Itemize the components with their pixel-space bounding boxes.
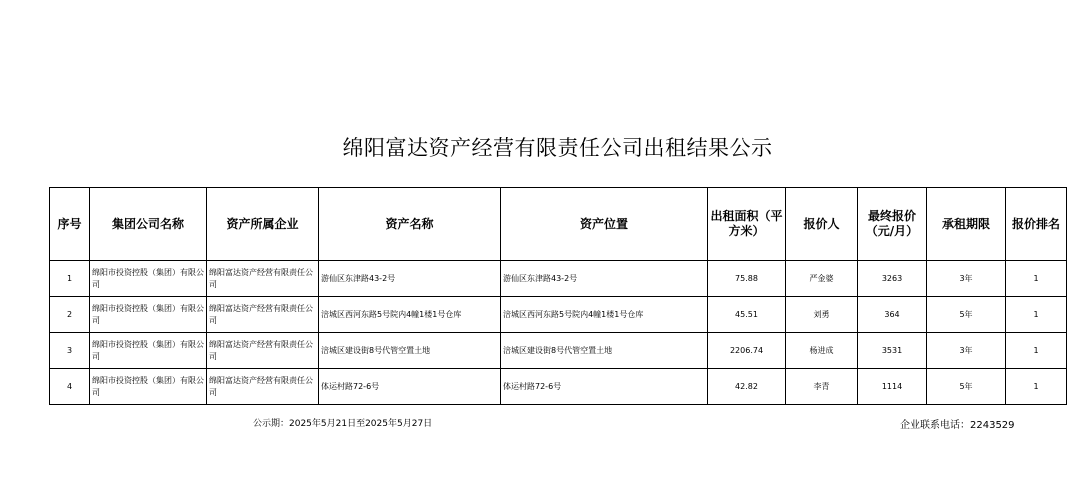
publicity-period: 公示期：2025年5月21日至2025年5月27日 [253,419,433,429]
cell-final-price: 3531 [858,333,927,369]
cell-group: 绵阳市投资控股（集团）有限公司 [90,369,207,405]
cell-asset-location: 涪城区西河东路5号院内4幢1楼1号仓库 [501,297,708,333]
cell-final-price: 364 [858,297,927,333]
table-row [50,261,1067,297]
header-rank: 报价排名 [1006,188,1067,261]
cell-rank: 1 [1006,369,1067,405]
cell-area: 75.88 [708,261,786,297]
cell-asset-location: 体运村路72-6号 [501,369,708,405]
cell-seq: 2 [50,297,90,333]
cell-enterprise: 绵阳富达资产经营有限责任公司 [207,297,319,333]
cell-asset-name: 涪城区建设街8号代管空置土地 [319,333,501,369]
cell-bidder: 严金婆 [786,261,858,297]
cell-term: 5年 [927,297,1006,333]
cell-asset-name: 游仙区东津路43-2号 [319,261,501,297]
cell-seq: 3 [50,333,90,369]
cell-area: 2206.74 [708,333,786,369]
header-asset-name: 资产名称 [319,188,501,261]
header-seq: 序号 [50,188,90,261]
cell-group: 绵阳市投资控股（集团）有限公司 [90,297,207,333]
results-table [49,187,1067,405]
cell-asset-name: 体运村路72-6号 [319,369,501,405]
cell-final-price: 1114 [858,369,927,405]
header-final-price: 最终报价（元/月） [858,188,927,261]
table-row [50,333,1067,369]
cell-final-price: 3263 [858,261,927,297]
cell-group: 绵阳市投资控股（集团）有限公司 [90,261,207,297]
header-term: 承租期限 [927,188,1006,261]
table-header-row [50,188,1067,261]
header-area: 出租面积（平方米） [708,188,786,261]
cell-bidder: 刘勇 [786,297,858,333]
page-title: 绵阳富达资产经营有限责任公司出租结果公示 [342,136,773,160]
cell-asset-name: 涪城区西河东路5号院内4幢1楼1号仓库 [319,297,501,333]
cell-rank: 1 [1006,261,1067,297]
cell-seq: 4 [50,369,90,405]
cell-group: 绵阳市投资控股（集团）有限公司 [90,333,207,369]
cell-term: 3年 [927,261,1006,297]
table-row [50,369,1067,405]
cell-enterprise: 绵阳富达资产经营有限责任公司 [207,261,319,297]
cell-enterprise: 绵阳富达资产经营有限责任公司 [207,369,319,405]
cell-area: 42.82 [708,369,786,405]
cell-asset-location: 涪城区建设街8号代管空置土地 [501,333,708,369]
cell-bidder: 李青 [786,369,858,405]
cell-rank: 1 [1006,333,1067,369]
header-bidder: 报价人 [786,188,858,261]
cell-term: 3年 [927,333,1006,369]
cell-seq: 1 [50,261,90,297]
cell-rank: 1 [1006,297,1067,333]
header-asset-location: 资产位置 [501,188,708,261]
cell-area: 45.51 [708,297,786,333]
cell-bidder: 杨进成 [786,333,858,369]
header-group: 集团公司名称 [90,188,207,261]
contact-phone: 企业联系电话：2243529 [900,420,1015,431]
table-row [50,297,1067,333]
header-enterprise: 资产所属企业 [207,188,319,261]
cell-term: 5年 [927,369,1006,405]
cell-asset-location: 游仙区东津路43-2号 [501,261,708,297]
cell-enterprise: 绵阳富达资产经营有限责任公司 [207,333,319,369]
